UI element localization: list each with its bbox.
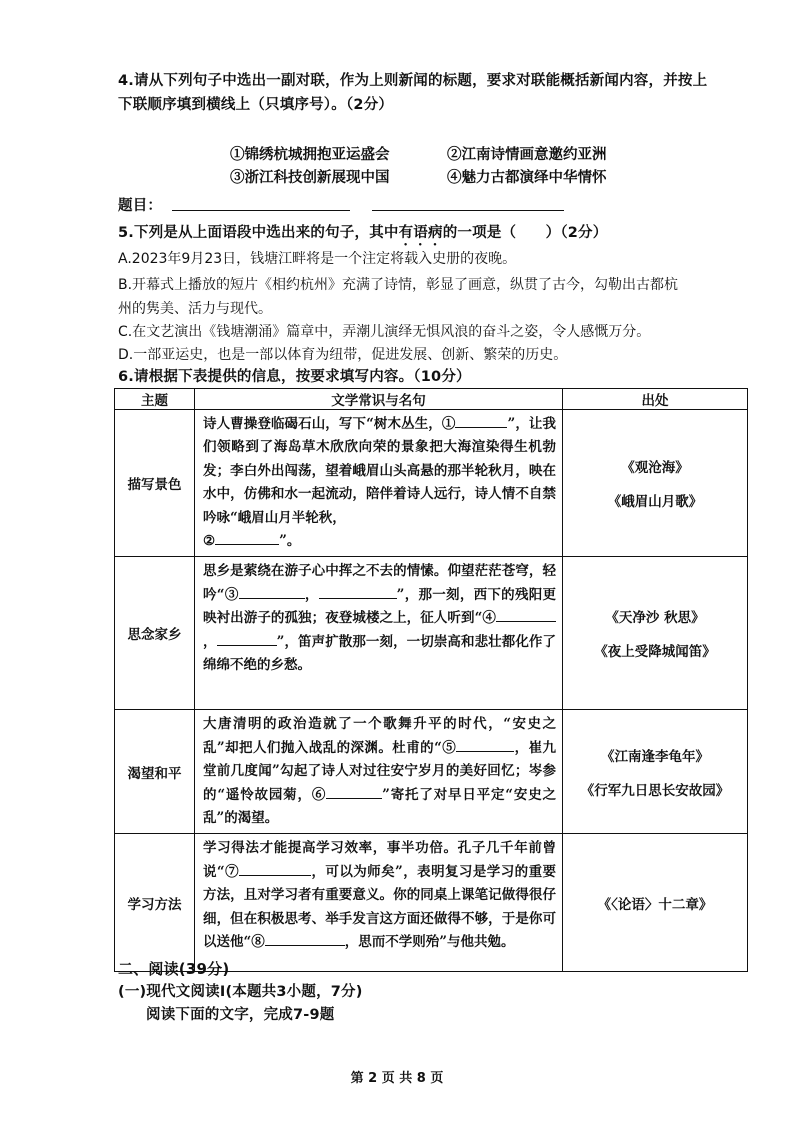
content-text: ，: [203, 633, 217, 650]
row-source: [563, 410, 748, 557]
answer-blank-3a[interactable]: [239, 584, 305, 599]
answer-blank-5[interactable]: [456, 737, 514, 752]
row-source: [563, 710, 748, 834]
q5-stem-part2: 的一项是（ ）（2分）: [442, 225, 608, 241]
source-title: 《观沧海》: [621, 460, 689, 477]
row-content: [195, 557, 563, 710]
content-text: ⑥: [311, 786, 327, 803]
q4-stem-line1: 4.请从下列句子中选出一副对联，作为上则新闻的标题，要求对联能概括新闻内容，并按上: [118, 73, 708, 89]
content-text: 诗人曹操登临碣石山，写下“树木丛生，①: [203, 416, 456, 432]
content-text: ，: [304, 586, 319, 603]
source-title: 《夜上受降城闻笛》: [594, 644, 716, 661]
content-text: 思乡是萦绕在游子心中挥之不去的情愫。仰望茫茫苍穹，轻吟“③: [203, 563, 556, 603]
content-text: ”，那一刻，西下的残阳更映衬出游子的孤独；夜登城楼之上，征人听到“④: [203, 586, 557, 627]
header-knowledge: 文学常识与名句: [195, 389, 563, 410]
q4-stem-line2: 下联顺序填到横线上（只填序号）。（2分）: [118, 97, 394, 113]
content-text: 学习得法才能提高学习效率，事半功倍。孔子几千年前曾说“⑦: [203, 840, 556, 880]
source-title: 《行军九日思长安故园》: [580, 782, 730, 799]
section2-title: 二、阅读(39分): [118, 960, 230, 978]
slogan-2: ②江南诗情画意邀约亚洲: [447, 146, 607, 163]
table-row: [115, 834, 748, 972]
q5-option-b-cont: 州的隽美、活力与现代。: [118, 301, 272, 317]
q5-stem-part1: 5.下列是从上面语段中选出来的句子，其中: [118, 225, 399, 241]
q5-option-d: D.一部亚运史，也是一部以体育为纽带，促进发展、创新、繁荣的历史。: [118, 347, 568, 363]
q4-answer-blank-2[interactable]: [372, 196, 564, 211]
answer-blank-3b[interactable]: [319, 584, 397, 599]
table-row: [115, 710, 748, 834]
content-text: ”。: [279, 533, 301, 550]
section2-subtitle: (一)现代文阅读Ⅰ(本题共3小题，7分): [118, 984, 363, 1000]
content-text: ，崔九堂前几度闻”勾起了诗人对过往安宁岁月的美好回忆；岑参的“遥怜故园菊，: [203, 739, 557, 803]
q6-stem: 6.请根据下表提供的信息，按要求填写内容。（10分）: [118, 369, 471, 385]
table-header-row: [115, 389, 748, 410]
answer-blank-7[interactable]: [239, 861, 311, 876]
row-source: [563, 557, 748, 710]
row-theme: 学习方法: [115, 834, 195, 972]
answer-blank-4a[interactable]: [496, 607, 556, 622]
q5-stem-emphasis: 有语病: [398, 225, 443, 241]
content-text: ”，笛声扩散那一刻，一切崇高和悲壮都化作了绵绵不绝的乡愁。: [203, 633, 557, 674]
knowledge-table: [114, 388, 748, 972]
row-source: [563, 834, 748, 972]
section2-instruction: 阅读下面的文字，完成7-9题: [146, 1007, 335, 1023]
content-text: ②: [203, 533, 216, 550]
answer-blank-2[interactable]: [215, 530, 279, 545]
slogan-4: ④魅力古都演绎中华情怀: [447, 169, 607, 186]
content-text: ，思而不学则殆”与他共勉。: [344, 934, 515, 951]
q4-title-label: 题目：: [118, 198, 163, 214]
answer-blank-8[interactable]: [265, 931, 345, 946]
q4-answer-blank-1[interactable]: [172, 196, 350, 211]
table-row: [115, 410, 748, 557]
row-content: [195, 834, 563, 972]
answer-blank-4b[interactable]: [217, 631, 277, 646]
row-content: [195, 410, 563, 557]
row-theme: 渴望和平: [115, 710, 195, 834]
source-title: 《江南逢李龟年》: [601, 748, 709, 765]
row-content: [195, 710, 563, 834]
content-text: 大唐清明的政治造就了一个歌舞升平的时代，“安史之乱”却把人们抛入战乱的深渊。杜甫的“⑤: [203, 716, 556, 756]
content-text: ，可以为师矣”，表明复习是学习的重要方法，且对学习者有重要意义。你的同桌上课笔记做得很仔细，但在积极思考、举手发言这方面还做得不够，于是你可以送他“⑧: [203, 863, 556, 951]
page-footer: 第 2 页 共 8 页: [350, 1071, 444, 1086]
row-theme: 描写景色: [115, 410, 195, 557]
q5-option-c: C.在文艺演出《钱塘潮涌》篇章中，弄潮儿演绎无惧风浪的奋斗之姿，令人感慨万分。: [118, 324, 651, 340]
table-row: [115, 557, 748, 710]
source-title: 《峨眉山月歌》: [607, 494, 703, 511]
answer-blank-6[interactable]: [326, 784, 382, 799]
slogan-1: ①锦绣杭城拥抱亚运盛会: [230, 146, 390, 163]
row-theme: 思念家乡: [115, 557, 195, 710]
header-source: 出处: [563, 389, 748, 410]
q5-option-b: B.开幕式上播放的短片《相约杭州》充满了诗情，彰显了画意，纵贯了古今，勾勒出古都杭: [118, 277, 679, 293]
content-text: ”，让我们领略到了海岛草木欣欣向荣的景象把大海渲染得生机勃发；李白外出闯荡，望着峨眉山头高悬的那半轮秋月，映在水中，仿佛和水一起流动，陪伴着诗人远行，诗人情不自禁吟咏“峨眉山月半轮秋，: [203, 416, 557, 526]
source-title: 《天净沙 秋思》: [605, 610, 705, 627]
header-theme: 主题: [115, 389, 195, 410]
q5-option-a: A.2023年9月23日，钱塘江畔将是一个注定将载入史册的夜晚。: [118, 251, 517, 267]
source-title: 《〈论语〉十二章》: [597, 896, 713, 913]
answer-blank-1[interactable]: [455, 413, 507, 428]
q5-stem: [118, 222, 607, 249]
content-text: ”寄托了对早日平定“安史之乱”的渴望。: [203, 786, 557, 827]
slogan-3: ③浙江科技创新展现中国: [230, 169, 390, 186]
